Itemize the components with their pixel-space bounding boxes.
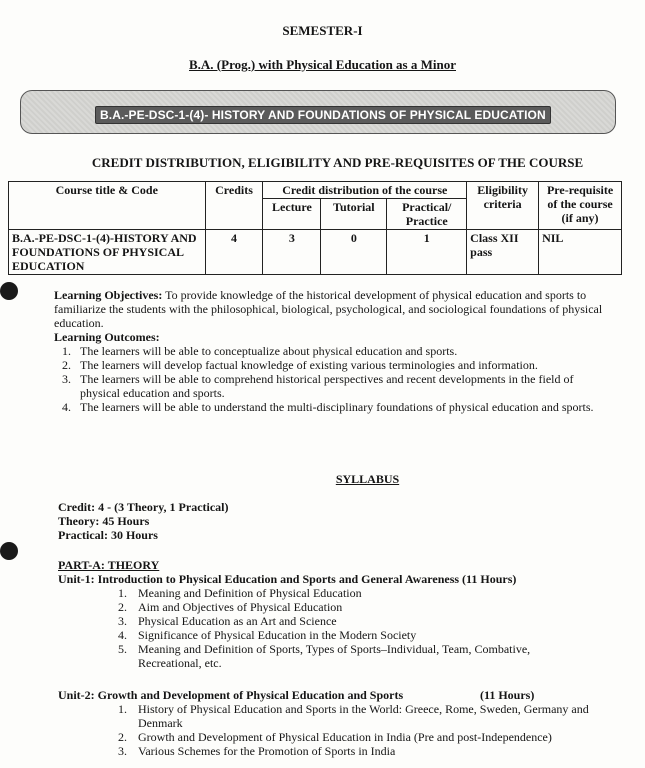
practical-hours: Practical: 30 Hours <box>58 528 158 542</box>
cell-prerequisite: NIL <box>539 230 622 275</box>
learning-outcomes-label: Learning Outcomes: <box>54 330 160 344</box>
learning-objectives <box>54 288 614 330</box>
theory-hours: Theory: 45 Hours <box>58 514 150 528</box>
part-a-heading: PART-A: THEORY <box>58 558 160 572</box>
syllabus-heading: SYLLABUS <box>335 472 400 486</box>
header-credit-distribution: Credit distribution of the course <box>263 182 467 199</box>
learning-objectives-label: Learning Objectives: <box>54 288 163 302</box>
unit-2-hours: (11 Hours) <box>480 688 535 702</box>
semester-heading: SEMESTER-I <box>282 23 363 38</box>
header-prerequisite: Pre-requisite of the course (if any) <box>539 182 622 230</box>
list-item: 1. The learners will be able to conceptualize about physical education and sports. <box>62 344 458 358</box>
cell-practical: 1 <box>387 230 467 275</box>
program-title: B.A. (Prog.) with Physical Education as a Minor <box>189 57 456 72</box>
course-banner-text: B.A.-PE-DSC-1-(4)- HISTORY AND FOUNDATIONS OF PHYSICAL EDUCATION <box>95 106 551 124</box>
punch-hole-top <box>0 282 18 300</box>
list-item: 4. Significance of Physical Education in the Modern Society <box>118 628 417 642</box>
list-item: 3. Physical Education as an Art and Science <box>118 614 337 628</box>
credit-summary: Credit: 4 - (3 Theory, 1 Practical) <box>58 500 229 514</box>
learning-objectives-text: To provide knowledge of the historical development of physical education and sports to familiarize the students with the philosophical, biological, psychological, and sociological foundations of physical education. <box>54 288 603 330</box>
list-item: 5. Meaning and Definition of Sports, Types of Sports–Individual, Team, Combative, Recreational, etc. <box>118 642 531 670</box>
credit-distribution-heading: CREDIT DISTRIBUTION, ELIGIBILITY AND PRE-REQUISITES OF THE COURSE <box>91 155 584 170</box>
list-item: 1. History of Physical Education and Sports in the World: Greece, Rome, Sweden, Germany and Denmark <box>118 702 589 730</box>
cell-eligibility: Class XII pass <box>467 230 539 275</box>
list-item: 3. The learners will be able to comprehend historical perspectives and recent developments in the field of physical education and sports. <box>62 372 574 400</box>
cell-course-title: B.A.-PE-DSC-1-(4)-HISTORY AND FOUNDATIONS OF PHYSICAL EDUCATION <box>9 230 206 275</box>
unit-2-title: Unit-2: Growth and Development of Physical Education and Sports <box>58 688 404 702</box>
header-tutorial: Tutorial <box>321 199 387 230</box>
list-item: 2. The learners will develop factual knowledge of existing various terminologies and information. <box>62 358 538 372</box>
header-lecture: Lecture <box>263 199 321 230</box>
cell-tutorial: 0 <box>321 230 387 275</box>
list-item: 2. Aim and Objectives of Physical Education <box>118 600 343 614</box>
header-course-title: Course title & Code <box>9 182 206 230</box>
list-item: 4. The learners will be able to understand the multi-disciplinary foundations of physical education and sports. <box>62 400 594 414</box>
learning-outcomes-list <box>54 344 614 414</box>
unit-1-title: Unit-1: Introduction to Physical Education and Sports and General Awareness (11 Hours) <box>58 572 517 586</box>
list-item: 3. Various Schemes for the Promotion of Sports in India <box>118 744 396 758</box>
list-item: 2. Growth and Development of Physical Education in India (Pre and post-Independence) <box>118 730 552 744</box>
list-item: 1. Meaning and Definition of Physical Education <box>118 586 362 600</box>
header-eligibility: Eligibility criteria <box>467 182 539 230</box>
unit-2-topics <box>118 702 610 758</box>
credit-table <box>8 181 622 275</box>
unit-1-topics <box>118 586 538 670</box>
cell-credits: 4 <box>205 230 263 275</box>
header-practical: Practical/ Practice <box>387 199 467 230</box>
punch-hole-bottom <box>0 542 18 560</box>
header-credits: Credits <box>205 182 263 230</box>
cell-lecture: 3 <box>263 230 321 275</box>
